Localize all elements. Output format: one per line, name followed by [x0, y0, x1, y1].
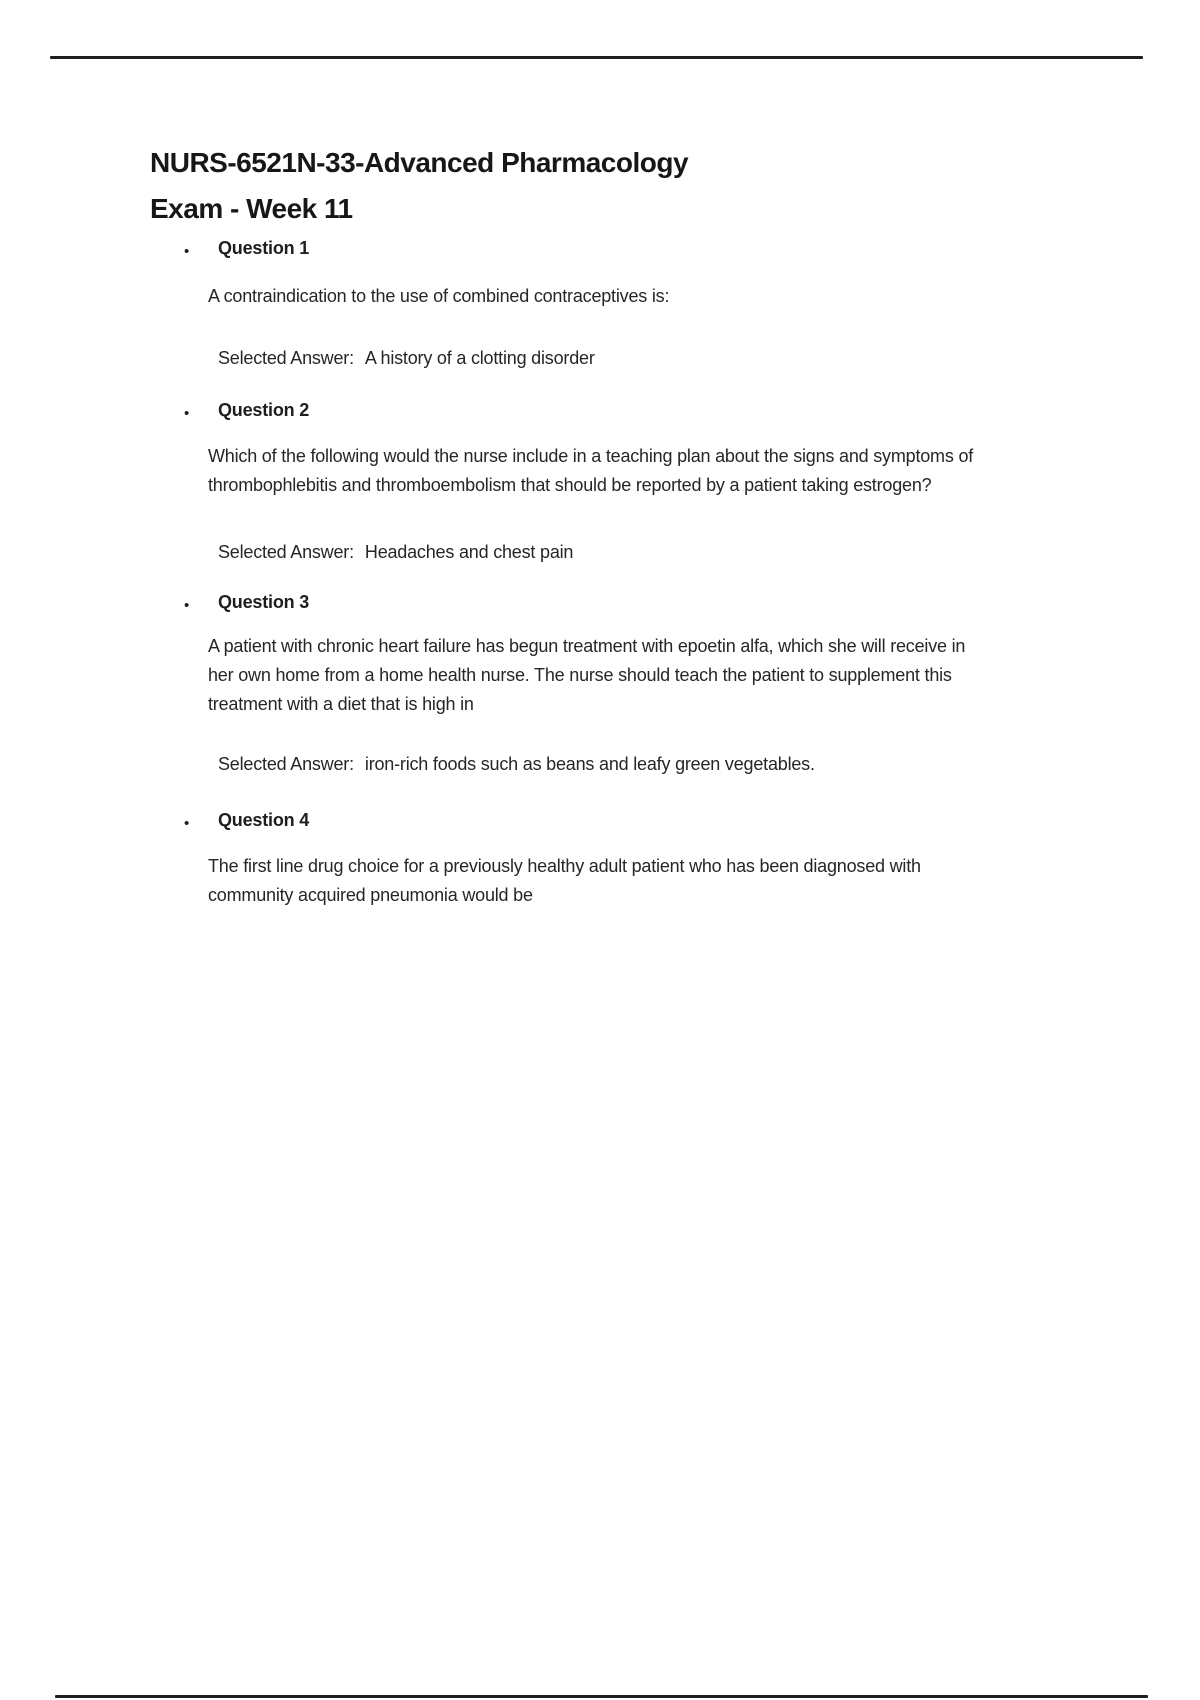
question-3-text-line: her own home from a home health nurse. The nurse should teach the patient to supplement this	[208, 665, 952, 685]
bullet-icon: •	[184, 597, 190, 614]
question-4-text	[208, 852, 921, 910]
selected-answer-value: iron-rich foods such as beans and leafy green vegetables.	[364, 754, 815, 774]
bullet-icon: •	[184, 243, 190, 260]
question-1-selected-answer	[218, 346, 595, 370]
page-title-line-1: NURS-6521N-33-Advanced Pharmacology	[150, 147, 689, 178]
question-2-selected-answer	[218, 540, 573, 564]
selected-answer-label: Selected Answer:	[218, 542, 354, 562]
selected-answer-label: Selected Answer:	[218, 348, 354, 368]
question-2-header	[184, 398, 310, 422]
question-4-header	[184, 808, 310, 832]
question-3-text	[208, 632, 965, 719]
bullet-icon: •	[184, 405, 190, 422]
question-3-header	[184, 590, 310, 614]
question-3-selected-answer	[218, 752, 815, 776]
question-1-label: Question 1	[218, 238, 310, 258]
question-2-text-line: thrombophlebitis and thromboembolism that should be reported by a patient taking estrogen?	[208, 475, 932, 495]
bottom-horizontal-rule	[55, 1695, 1148, 1698]
top-horizontal-rule	[50, 56, 1143, 59]
question-1-text-line: A contraindication to the use of combined contraceptives is:	[208, 286, 670, 306]
question-1-header	[184, 236, 310, 260]
question-2-label: Question 2	[218, 400, 310, 420]
question-3-text-line: treatment with a diet that is high in	[208, 694, 474, 714]
bullet-icon: •	[184, 815, 190, 832]
selected-answer-label: Selected Answer:	[218, 754, 354, 774]
question-3-text-line: A patient with chronic heart failure has begun treatment with epoetin alfa, which she will receive in	[208, 636, 966, 656]
question-1-text	[208, 282, 669, 311]
page-title-line-2: Exam - Week 11	[150, 193, 353, 224]
selected-answer-value: A history of a clotting disorder	[364, 348, 595, 368]
page-title	[150, 140, 688, 232]
question-3-label: Question 3	[218, 592, 310, 612]
question-4-text-line: community acquired pneumonia would be	[208, 885, 533, 905]
question-4-label: Question 4	[218, 810, 310, 830]
question-2-text-line: Which of the following would the nurse include in a teaching plan about the signs and symptoms of	[208, 446, 974, 466]
question-2-text	[208, 442, 973, 500]
question-4-text-line: The first line drug choice for a previously healthy adult patient who has been diagnosed with	[208, 856, 921, 876]
selected-answer-value: Headaches and chest pain	[364, 542, 574, 562]
